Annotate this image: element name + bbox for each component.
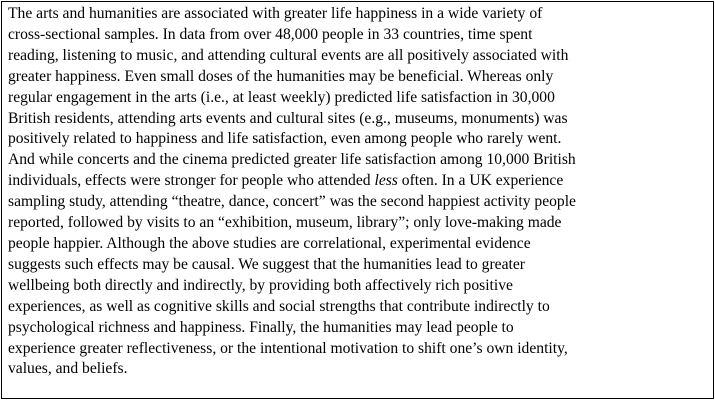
text-frame bbox=[1, 1, 714, 399]
text-line: experience greater reflectiveness, or the intentional motivation to shift one’s own identity, bbox=[8, 339, 568, 357]
text-line: sampling study, attending “theatre, dance, concert” was the second happiest activity people bbox=[8, 193, 576, 211]
text-line bbox=[8, 171, 714, 192]
text-line: psychological richness and happiness. Finally, the humanities may lead people to bbox=[8, 318, 514, 336]
text-segment: often. In a UK experience bbox=[397, 172, 564, 190]
text-line: cross-sectional samples. In data from over 48,000 people in 33 countries, time spent bbox=[8, 25, 533, 43]
text-line: greater happiness. Even small doses of the humanities may be beneficial. Whereas only bbox=[8, 67, 554, 85]
text-line: wellbeing both directly and indirectly, by providing both affectively rich positive bbox=[8, 276, 513, 294]
text-line: regular engagement in the arts (i.e., at least weekly) predicted life satisfaction in 30,000 bbox=[8, 88, 555, 106]
text-line: British residents, attending arts events and cultural sites (e.g., museums, monuments) was bbox=[8, 109, 568, 127]
text-line: values, and beliefs. bbox=[8, 360, 128, 378]
paragraph bbox=[8, 4, 714, 380]
text-line: reading, listening to music, and attending cultural events are all positively associated with bbox=[8, 46, 569, 64]
text-line: positively related to happiness and life satisfaction, even among people who rarely went. bbox=[8, 130, 562, 148]
text-line: reported, followed by visits to an “exhibition, museum, library”; only love-making made bbox=[8, 214, 562, 232]
text-line: The arts and humanities are associated with greater life happiness in a wide variety of bbox=[8, 5, 543, 22]
text-line: people happier. Although the above studies are correlational, experimental evidence bbox=[8, 234, 531, 252]
text-line: suggests such effects may be causal. We suggest that the humanities lead to greater bbox=[8, 255, 525, 273]
text-line: experiences, as well as cognitive skills and social strengths that contribute indirectly to bbox=[8, 297, 550, 315]
text-line: And while concerts and the cinema predicted greater life satisfaction among 10,000 British bbox=[8, 151, 576, 169]
emphasized-word: less bbox=[374, 172, 398, 190]
text-segment: individuals, effects were stronger for people who attended bbox=[8, 172, 375, 190]
